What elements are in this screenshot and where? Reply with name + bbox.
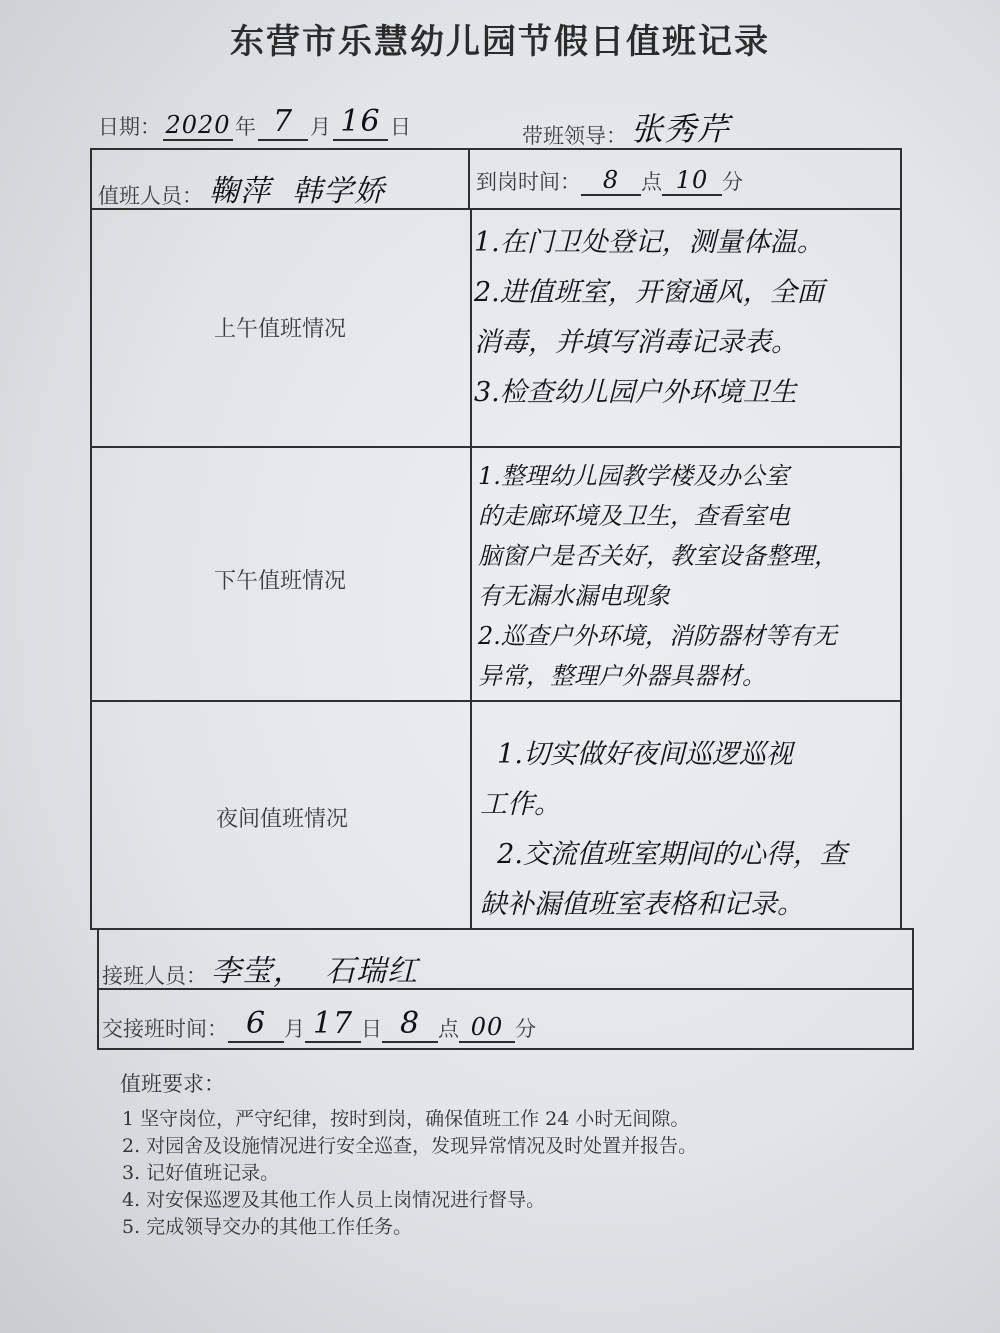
handover-minute: 00	[459, 1013, 515, 1043]
date-label: 日期：	[98, 115, 161, 139]
requirement-item: 2. 对园舍及设施情况进行安全巡查，发现异常情况及时处置并报告。	[122, 1135, 698, 1157]
handover-time-cell	[102, 1006, 536, 1043]
night-duty-label: 夜间值班情况	[215, 807, 348, 832]
arrive-time-cell	[476, 166, 743, 196]
column-divider-top	[468, 148, 470, 208]
arrive-minute-unit: 分	[722, 170, 743, 194]
year-value: 2020	[163, 111, 233, 141]
handover-day: 17	[305, 1006, 361, 1043]
table-border-top	[90, 148, 902, 150]
leader-label: 带班领导：	[522, 124, 627, 148]
handover-hour-unit: 点	[438, 1017, 459, 1041]
table-border-bottom	[97, 1048, 914, 1050]
handover-time-label: 交接班时间：	[102, 1017, 228, 1041]
arrive-time-label: 到岗时间：	[476, 170, 581, 194]
arrive-minute: 10	[662, 166, 722, 196]
leader-name: 张秀芹	[631, 110, 731, 148]
day-value: 16	[333, 104, 388, 141]
month-value: 7	[258, 104, 308, 141]
row-divider-2	[90, 446, 902, 448]
receiver-cell	[102, 946, 418, 990]
date-row	[98, 104, 411, 141]
handover-minute-unit: 分	[515, 1017, 536, 1041]
night-duty-content: 1.切实做好夜间巡逻巡视 工作。 2.交流值班室期间的心得，查 缺补漏值班室表格和记录。	[480, 739, 847, 920]
leader-row	[522, 104, 730, 150]
requirement-item: 3. 记好值班记录。	[122, 1162, 280, 1184]
day-unit: 日	[390, 115, 411, 139]
requirement-item: 5. 完成领导交办的其他工作任务。	[122, 1216, 413, 1238]
table-border-right	[900, 148, 902, 930]
arrive-hour: 8	[581, 166, 641, 196]
requirements-list	[122, 1106, 697, 1241]
duty-staff-cell	[98, 166, 385, 210]
requirement-item: 1 坚守岗位，严守纪律，按时到岗，确保值班工作 24 小时无间隙。	[122, 1108, 690, 1130]
handover-hour: 8	[382, 1006, 438, 1043]
morning-duty-label: 上午值班情况	[213, 317, 346, 342]
handover-month-unit: 月	[284, 1017, 305, 1041]
document-title: 东营市乐慧幼儿园节假日值班记录	[230, 22, 770, 62]
afternoon-duty-label: 下午值班情况	[213, 569, 346, 594]
month-unit: 月	[310, 115, 331, 139]
morning-duty-content: 1.在门卫处登记，测量体温。 2.进值班室，开窗通风，全面 消毒，并填写消毒记录表。 3.检查幼儿园户外环境卫生	[474, 227, 824, 408]
receiver-names: 李莹， 石瑞红	[211, 954, 419, 989]
duty-staff-label: 值班人员：	[98, 184, 203, 208]
duty-staff-names: 鞠萍 韩学娇	[209, 174, 386, 209]
row-divider-3	[92, 700, 902, 702]
year-unit: 年	[235, 115, 256, 139]
handover-day-unit: 日	[361, 1017, 382, 1041]
arrive-hour-unit: 点	[641, 170, 662, 194]
requirement-item: 4. 对安保巡逻及其他工作人员上岗情况进行督导。	[122, 1189, 546, 1211]
handover-month: 6	[228, 1006, 284, 1043]
afternoon-duty-content: 1.整理幼儿园教学楼及办公室 的走廊环境及卫生，查看室电 脑窗户是否关好，教室设备整理， 有无漏水漏电现象 2.巡查户外环境，消防器材等有无 异常，整理户外器具器材。	[478, 462, 838, 690]
receiver-label: 接班人员：	[102, 964, 207, 988]
requirements-title: 值班要求：	[120, 1072, 225, 1096]
